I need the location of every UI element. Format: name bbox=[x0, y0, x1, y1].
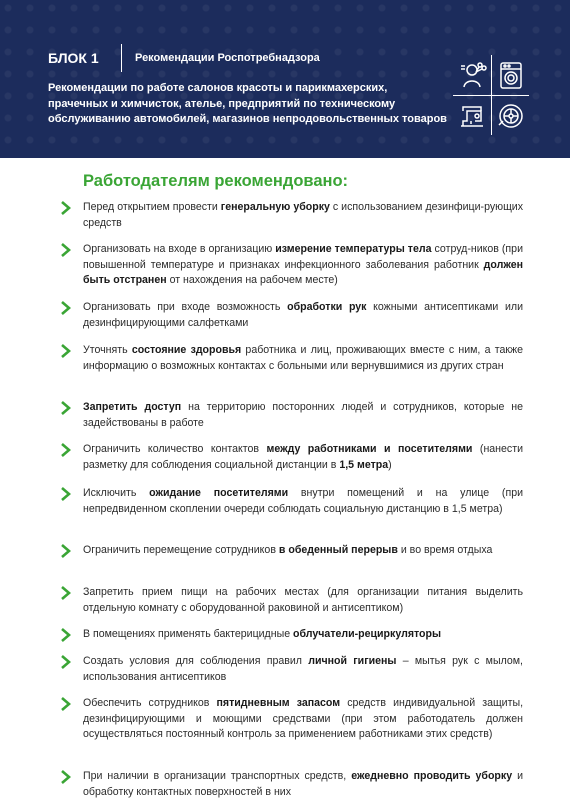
item-text-segment: Перед открытием провести bbox=[83, 201, 221, 213]
icon-grid-vline bbox=[491, 55, 492, 135]
emphasis-text: состояние здоровья bbox=[131, 344, 242, 356]
emphasis-text: Запретить доступ bbox=[83, 401, 182, 413]
item-text-segment: – мытья рук с мылом, использования антисептиков bbox=[83, 655, 523, 683]
list-item-text bbox=[83, 242, 523, 289]
chevron-right-icon bbox=[60, 443, 72, 457]
item-text-segment: Создать условия для соблюдения правил bbox=[83, 655, 309, 667]
item-text-segment: Ограничить перемещение сотрудников bbox=[83, 544, 279, 556]
item-text-segment: средств индивидуальной защиты, дезинфицирующими и моющими средствами (при этом работодатель должен осуществляться постоянный контроль за применением работниками этих средств) bbox=[83, 697, 524, 740]
item-text-segment: Исключить bbox=[83, 487, 150, 499]
chevron-right-icon bbox=[60, 344, 72, 358]
emphasis-text: ожидание посетителями bbox=[149, 487, 289, 499]
section-title: Работодателям рекомендовано: bbox=[83, 172, 349, 190]
chevron-right-icon bbox=[60, 544, 72, 558]
emphasis-text: пятидневным запасом bbox=[216, 697, 341, 709]
industry-icons bbox=[453, 55, 529, 135]
emphasis-text: личной гигиены bbox=[308, 655, 397, 667]
list-item-text bbox=[83, 627, 523, 643]
item-text-segment: Организовать при входе возможность bbox=[83, 301, 288, 313]
block-label: БЛОК 1 bbox=[48, 50, 99, 66]
chevron-right-icon bbox=[60, 301, 72, 315]
item-text-segment: сотруд-ников (при повышенной температуре и признаках инфекционного заболевания работник bbox=[83, 243, 523, 271]
item-text-segment: Ограничить количество контактов bbox=[83, 443, 267, 455]
item-text-segment: от нахождения на рабочем месте) bbox=[166, 274, 338, 286]
car-wheel-icon bbox=[496, 101, 526, 131]
list-item-text bbox=[83, 543, 523, 559]
emphasis-text: должен быть отстранен bbox=[83, 258, 523, 286]
list-item-text bbox=[83, 696, 523, 743]
item-text-segment: Обеспечить сотрудников bbox=[83, 697, 217, 709]
list-item-text bbox=[83, 200, 523, 231]
chevron-right-icon bbox=[60, 655, 72, 669]
list-item-text bbox=[83, 343, 523, 374]
item-text-segment: Организовать на входе в организацию bbox=[83, 243, 276, 255]
chevron-right-icon bbox=[60, 201, 72, 215]
washing-machine-icon bbox=[496, 60, 526, 90]
item-text-segment: Уточнять bbox=[83, 344, 132, 356]
item-text-segment: и обработку контактных поверхностей в них bbox=[83, 770, 523, 798]
header-description: Рекомендации по работе салонов красоты и парикмахерских, прачечных и химчисток, ателье, предприятий по техническому обслуживанию автомобилей, магазинов непродовольственных товаров bbox=[48, 82, 447, 125]
chevron-right-icon bbox=[60, 770, 72, 784]
list-item-text bbox=[83, 442, 523, 473]
item-text-segment: Запретить прием пищи на рабочих местах (для организации питания выделить отдельную комнату с оборудованной раковиной и антисептиком) bbox=[83, 586, 523, 614]
item-text-segment: внутри помещений и на улице (при непредвиденном скоплении очереди соблюдать социальную дистанцию в 1,5 метра) bbox=[83, 487, 524, 515]
item-text-segment: на территорию посторонних людей и сотрудников, которые не задействованы в работе bbox=[83, 401, 523, 429]
header-banner bbox=[0, 0, 570, 158]
sewing-machine-icon bbox=[457, 101, 487, 131]
block-subtitle: Рекомендации Роспотребнадзора bbox=[135, 52, 320, 64]
list-item-text bbox=[83, 654, 523, 685]
header-divider bbox=[121, 44, 122, 72]
item-text-segment: и во время отдыха bbox=[397, 544, 493, 556]
emphasis-text: измерение температуры тела bbox=[275, 243, 432, 255]
emphasis-text: генеральную уборку bbox=[220, 201, 330, 213]
item-text-segment: ) bbox=[388, 458, 392, 471]
item-text-segment: с использованием дезинфици-рующих средств bbox=[83, 201, 524, 229]
chevron-right-icon bbox=[60, 487, 72, 501]
chevron-right-icon bbox=[60, 586, 72, 600]
item-text-segment: кожными антисептиками или дезинфицирующими салфетками bbox=[83, 301, 523, 329]
chevron-right-icon bbox=[60, 697, 72, 711]
list-item-text bbox=[83, 585, 523, 616]
hairdresser-icon bbox=[457, 60, 487, 90]
chevron-right-icon bbox=[60, 401, 72, 415]
emphasis-text: ежедневно проводить уборку bbox=[351, 770, 513, 782]
item-text-segment: При наличии в организации транспортных средств, bbox=[83, 770, 352, 782]
emphasis-text: 1,5 метра bbox=[339, 458, 389, 471]
emphasis-text: в обеденный перерыв bbox=[278, 544, 398, 556]
emphasis-text: облучатели-рециркуляторы bbox=[293, 628, 442, 640]
item-text-segment: (нанести разметку для соблюдения социальной дистанции в bbox=[83, 443, 523, 471]
chevron-right-icon bbox=[60, 628, 72, 642]
list-item-text bbox=[83, 300, 523, 331]
list-item-text bbox=[83, 486, 523, 517]
emphasis-text: между работниками и посетителями bbox=[266, 443, 473, 455]
emphasis-text: обработки рук bbox=[287, 301, 367, 313]
list-item-text bbox=[83, 769, 523, 800]
list-item-text bbox=[83, 400, 523, 431]
item-text-segment: работника и лиц, проживающих вместе с ним, а также информацию о возможных контактах с больными или вернувшимися из других стран bbox=[83, 344, 523, 372]
chevron-right-icon bbox=[60, 243, 72, 257]
item-text-segment: В помещениях применять бактерицидные bbox=[83, 628, 294, 640]
